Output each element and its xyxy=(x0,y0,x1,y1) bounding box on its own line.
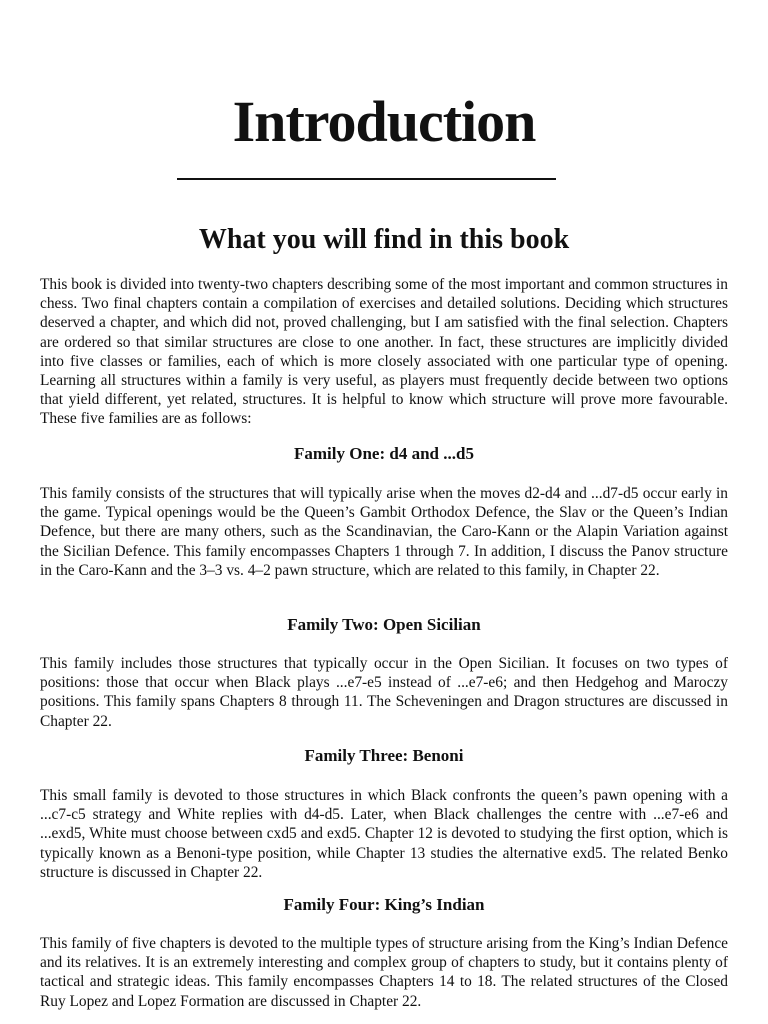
family-two-paragraph: This family includes those structures that typically occur in the Open Sicilian. It focuses on two types of positions: those that occur when Black plays ...e7-e5 instead of ...e7-e6; and then Hedgehog and Maroczy positions. This family spans Chapters 8 through 11. The Scheveningen and Dragon structures are discussed in Chapter 22. xyxy=(40,655,728,730)
family-three-heading: Family Three: Benoni xyxy=(304,746,464,765)
intro-paragraph: This book is divided into twenty-two chapters describing some of the most important and common structures in chess. Two final chapters contain a compilation of exercises and detailed solutions. Deciding which structures deserved a chapter, and which did not, proved challenging, but I am satisfied with the final selection. Chapters are ordered so that similar structures are close to one another. In fact, these structures are implicitly divided into five classes or families, each of which is more closely associated with one particular type of opening. Learning all structures within a family is very useful, as players must frequently decide between two options that yield different, yet related, structures. It is helpful to know which structure will prove more favourable. These five families are as follows: xyxy=(40,276,728,428)
family-three-paragraph: This small family is devoted to those structures in which Black confronts the queen’s pawn opening with a ...c7-c5 strategy and White replies with d4-d5. Later, when Black challenges the centre with ...e7-e6 and ...exd5, White must choose between cxd5 and exd5. Chapter 12 is devoted to studying the first option, which is typically known as a Benoni-type position, while Chapter 13 studies the alternative exd5. The related Benko structure is discussed in Chapter 22. xyxy=(40,787,728,881)
family-one-heading: Family One: d4 and ...d5 xyxy=(294,444,474,463)
book-page xyxy=(40,0,728,1024)
family-one-paragraph: This family consists of the structures that will typically arise when the moves d2-d4 and ...d7-d5 occur early in the game. Typical openings would be the Queen’s Gambit Orthodox Defence, the Slav or the Queen’s Indian Defence, but there are many others, such as the Scandinavian, the Caro-Kann or the Alapin Variation against the Sicilian Defence. This family encompasses Chapters 1 through 7. In addition, I discuss the Panov structure in the Caro-Kann and the 3–3 vs. 4–2 pawn structure, which are related to this family, in Chapter 22. xyxy=(40,485,728,579)
family-four-heading: Family Four: King’s Indian xyxy=(283,895,485,914)
family-two-heading: Family Two: Open Sicilian xyxy=(287,615,481,634)
family-four-paragraph: This family of five chapters is devoted to the multiple types of structure arising from the King’s Indian Defence and its relatives. It is an extremely interesting and complex group of chapters to study, but it contains plenty of tactical and strategic ideas. This family encompasses Chapters 14 to 18. The related structures of the Closed Ruy Lopez and Lopez Formation are discussed in Chapter 22. xyxy=(40,935,728,1010)
title-divider xyxy=(177,178,556,180)
section-title: What you will find in this book xyxy=(198,224,570,255)
page-title: Introduction xyxy=(232,89,536,154)
